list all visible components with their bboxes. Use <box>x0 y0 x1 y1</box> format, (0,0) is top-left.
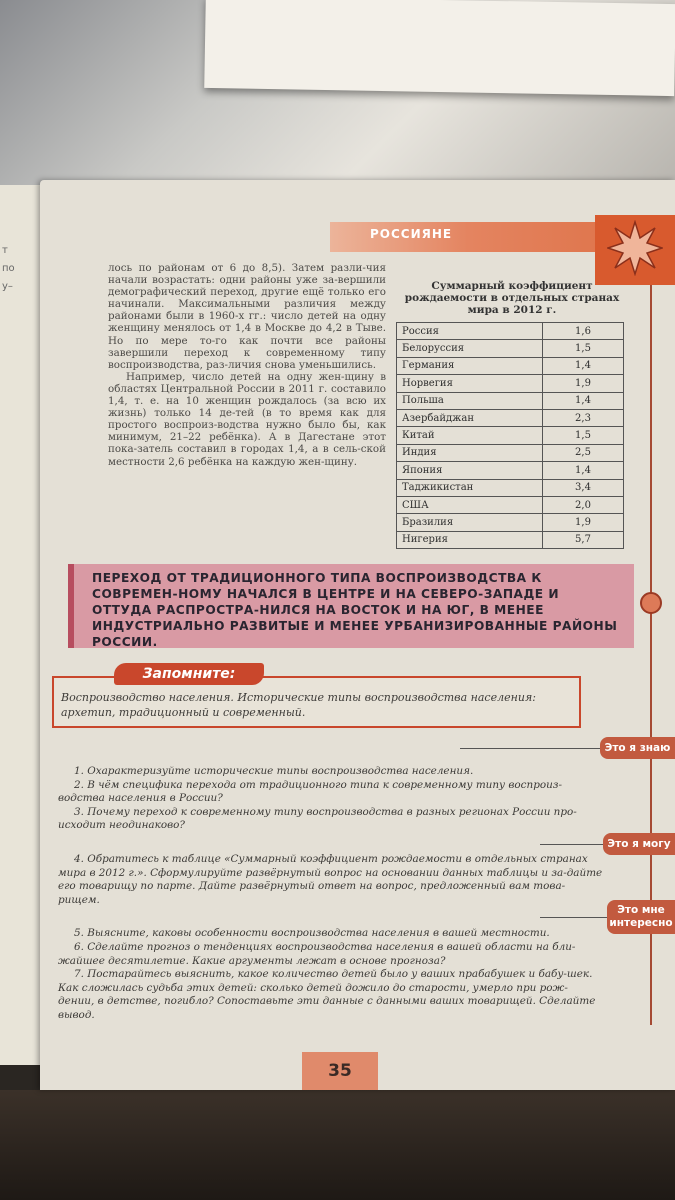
page-number: 35 <box>302 1052 378 1090</box>
question-3: 3. Почему переход к современному типу воспроизводства в разных регионах России про-исходит неодинаково? <box>58 805 577 832</box>
country-cell: Япония <box>397 462 543 479</box>
table-row <box>397 340 624 357</box>
table-title: Суммарный коэффициент рождаемости в отдельных странах мира в 2012 г. <box>404 280 620 316</box>
country-cell: Норвегия <box>397 375 543 392</box>
value-cell: 1,9 <box>543 514 624 531</box>
value-cell: 1,9 <box>543 375 624 392</box>
country-cell: США <box>397 496 543 513</box>
question-1: 1. Охарактеризуйте исторические типы воспроизводства населения. <box>74 765 474 777</box>
star-icon <box>607 220 663 276</box>
fertility-table <box>396 280 628 549</box>
previous-page-edge: т по у– <box>0 185 48 1065</box>
country-cell: Азербайджан <box>397 409 543 426</box>
country-cell: Таджикистан <box>397 479 543 496</box>
country-cell: Германия <box>397 357 543 374</box>
highlight-box <box>68 564 634 648</box>
value-cell: 1,5 <box>543 427 624 444</box>
country-cell: Индия <box>397 444 543 461</box>
star-emblem <box>595 215 675 285</box>
table-row <box>397 531 624 548</box>
country-cell: Нигерия <box>397 531 543 548</box>
textbook-page <box>40 180 675 1090</box>
paragraph-2: Например, число детей на одну жен-щину в областях Центральной России в 2011 г. составило 1,4, т. е. на 10 женщин рождалось (за всю их жизнь) только 14 де-тей (в то время как для простого воспроиз-водства нужно было бы, как минимум, 21–22 ребёнка). А в Дагестане этот пока-затель составил в городах 1,4, а в сель-ской местности 2,6 ребёнка на каждую жен-щину. <box>108 370 386 468</box>
country-cell: Китай <box>397 427 543 444</box>
table-row <box>397 444 624 461</box>
table-row <box>397 375 624 392</box>
questions-list <box>58 765 603 1023</box>
margin-bullet <box>640 592 662 614</box>
tag-can: Это я могу <box>603 833 675 855</box>
value-cell: 1,6 <box>543 323 624 340</box>
remember-label: Запомните: <box>114 663 264 685</box>
table-row <box>397 496 624 513</box>
left-column-text <box>108 262 386 468</box>
value-cell: 3,4 <box>543 479 624 496</box>
table-row <box>397 357 624 374</box>
remember-text: Воспроизводство населения. Исторические типы воспроизводства населения: архетип, традиционный и современный. <box>61 691 536 719</box>
tag-know: Это я знаю <box>600 737 675 759</box>
value-cell: 1,4 <box>543 357 624 374</box>
question-7: 7. Постарайтесь выяснить, какое количество детей было у ваших прабабушек и бабу-шек. Как сложилась судьба этих детей: сколько детей дожило до старости, умерло при рож-дении, в детстве, погибло? Сопоставьте эти данные с данными ваших товарищей. Сделайте вывод. <box>58 968 596 1021</box>
value-cell: 1,4 <box>543 462 624 479</box>
value-cell: 1,5 <box>543 340 624 357</box>
table-row <box>397 427 624 444</box>
question-2: 2. В чём специфика перехода от традиционного типа к современному типу воспроиз-водства населения в России? <box>58 778 562 805</box>
paragraph-1: лось по районам от 6 до 8,5). Затем разли-чия начали возрастать: одни районы уже за-вершили демографический переход, другие ещё только его начинали. Максимальными различия между районами были в 1960-х гг.: число детей на одну женщину менялось от 1,4 в Москве до 4,2 в Тыве. Но по мере то-го как почти все районы завершили переход к современному типу воспроизводства, раз-личия снова уменьшились. <box>108 262 386 371</box>
highlight-text: ПЕРЕХОД ОТ ТРАДИЦИОННОГО ТИПА ВОСПРОИЗВОДСТВА К СОВРЕМЕН-НОМУ НАЧАЛСЯ В ЦЕНТРЕ И НА СЕВЕРО-ЗАПАДЕ И ОТТУДА РАСПРОСТРА-НИЛСЯ НА ВОСТОК И НА ЮГ, В МЕНЕЕ ИНДУСТРИАЛЬНО РАЗВИТЫЕ И МЕНЕЕ УРБАНИЗИРОВАННЫЕ РАЙОНЫ РОССИИ. <box>92 571 618 649</box>
section-title: РОССИЯНЕ <box>370 227 453 241</box>
value-cell: 2,3 <box>543 409 624 426</box>
value-cell: 5,7 <box>543 531 624 548</box>
question-4: 4. Обратитесь к таблице «Суммарный коэффициент рождаемости в отдельных странах мира в 2012 г.». Сформулируйте развёрнутый вопрос на основании данных таблицы и за-дайте его товарищу по парте. Дайте развёрнутый ответ на вопрос, предложенный вам това-рищем. <box>58 852 603 906</box>
question-5: 5. Выясните, каковы особенности воспроизводства населения в вашей местности. <box>74 927 550 940</box>
country-cell: Бразилия <box>397 514 543 531</box>
table-row <box>397 323 624 340</box>
value-cell: 2,5 <box>543 444 624 461</box>
background-floor <box>0 1090 675 1200</box>
table-row <box>397 392 624 409</box>
value-cell: 1,4 <box>543 392 624 409</box>
table-row <box>397 514 624 531</box>
question-6: 6. Сделайте прогноз о тенденциях воспроизводства населения в вашей области на бли-жайшее десятилетие. Какие аргументы лежат в основе прогноза? <box>58 940 576 967</box>
tag-interest: Это мне интересно <box>607 900 675 934</box>
value-cell: 2,0 <box>543 496 624 513</box>
country-cell: Россия <box>397 323 543 340</box>
country-cell: Польша <box>397 392 543 409</box>
table-row <box>397 462 624 479</box>
background-card <box>204 0 675 96</box>
tag-line <box>460 748 600 749</box>
table-row <box>397 479 624 496</box>
table-row <box>397 409 624 426</box>
country-cell: Белоруссия <box>397 340 543 357</box>
